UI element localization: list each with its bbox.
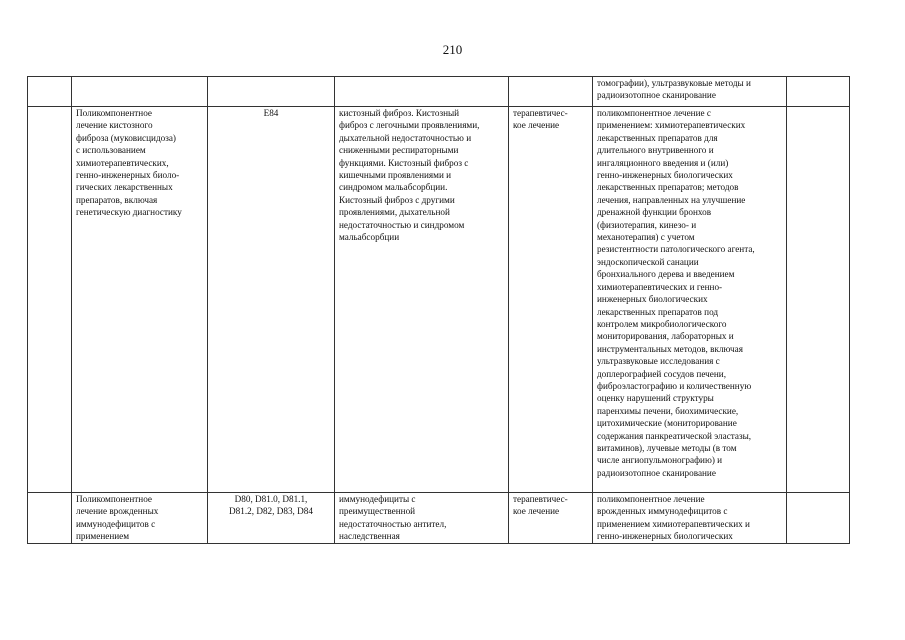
table-row <box>28 107 850 493</box>
model-cell <box>335 77 509 107</box>
code-cell: E84 <box>208 107 335 493</box>
table-row <box>28 493 850 544</box>
extra-cell <box>787 493 850 544</box>
name-cell: Поликомпонентное лечение врожденных иммунодефицитов с применением <box>72 493 208 544</box>
treatment-type-cell: терапевтичес- кое лечение <box>509 107 593 493</box>
name-cell <box>72 77 208 107</box>
code-cell <box>208 77 335 107</box>
model-cell: иммунодефициты с преимущественной недостаточностью антител, наследственная <box>335 493 509 544</box>
page-number: 210 <box>442 42 463 57</box>
method-cell: поликомпонентное лечение врожденных иммунодефицитов с применением химиотерапевтических и генно-инженерных биологических <box>593 493 787 544</box>
name-cell: Поликомпонентное лечение кистозного фиброза (муковисцидоза) с использованием химиотерапевтических, генно-инженерных биоло- гических лекарственных препаратов, включая генетическую диагностику <box>72 107 208 493</box>
row-index-cell <box>28 77 72 107</box>
code-cell: D80, D81.0, D81.1, D81.2, D82, D83, D84 <box>208 493 335 544</box>
treatment-type-cell <box>509 77 593 107</box>
row-index-cell <box>28 493 72 544</box>
extra-cell <box>787 107 850 493</box>
row-index-cell <box>28 107 72 493</box>
method-cell: томографии), ультразвуковые методы и радиоизотопное сканирование <box>593 77 787 107</box>
model-cell: кистозный фиброз. Кистозный фиброз с легочными проявлениями, дыхательной недостаточностью и сниженными респираторными функциями. Кистозный фиброз с кишечными проявлениями и синдромом мальабсорбции. Кистозный фиброз с другими проявлениями, дыхательной недостаточностью и синдромом мальабсорбции <box>335 107 509 493</box>
method-cell: поликомпонентное лечение с применением: химиотерапевтических лекарственных препаратов для длительного внутривенного и ингаляционного введения и (или) генно-инженерных биологических лекарственных препаратов; методов лечения, направленных на улучшение дренажной функции бронхов (физиотерапия, кинезо- и механотерапия) с учетом резистентности патологического агента, эндоскопической санации бронхиального дерева и введением химиотерапевтических и генно- инженерных биологических лекарственных препаратов под контролем микробиологического мониторирования, лабораторных и инструментальных методов, включая ультразвуковые исследования с доплерографией сосудов печени, фиброэластографию и количественную оценку нарушений структуры паренхимы печени, биохимические, цитохимические (мониторирование содержания панкреатической эластазы, витаминов), лучевые методы (в том числе ангиопульмонографию) и радиоизотопное сканирование <box>593 107 787 493</box>
table-row <box>28 77 850 107</box>
document-table <box>27 76 850 544</box>
treatment-type-cell: терапевтичес- кое лечение <box>509 493 593 544</box>
extra-cell <box>787 77 850 107</box>
